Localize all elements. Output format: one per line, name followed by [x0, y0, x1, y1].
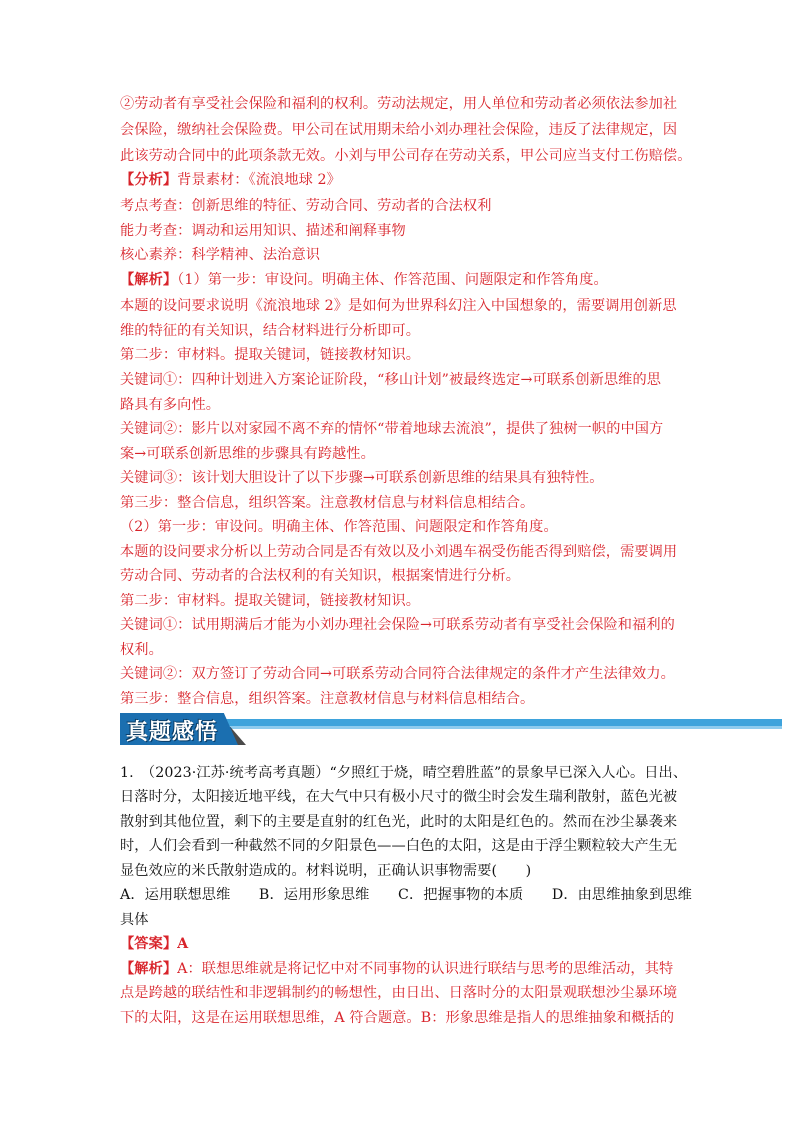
- point-line: 能力考查：调动和运用知识、描述和阐释事物: [120, 223, 406, 239]
- body-line: 维的特征的有关知识，结合材料进行分析即可。: [120, 323, 421, 339]
- options-line: A．运用联想思维 B．运用形象思维 C．把握事物的本质 D．由思维抽象到思维: [120, 887, 692, 903]
- body-line: 本题的设问要求分析以上劳动合同是否有效以及小刘遇车祸受伤能否得到赔偿，需要调用: [120, 544, 678, 560]
- jiexi-text: （1）第一步：审设问。明确主体、作答范围、问题限定和作答角度。: [177, 272, 608, 288]
- paragraph-line: 此该劳动合同中的此项条款无效。小刘与甲公司存在劳动关系，甲公司应当支付工伤赔偿。: [120, 148, 692, 164]
- explanation-tag: 【解析】: [120, 961, 178, 977]
- banner-title: 真题感悟: [126, 720, 219, 745]
- point-line: 考点考查：创新思维的特征、劳动合同、劳动者的合法权利: [120, 198, 492, 214]
- section-banner: [120, 713, 782, 745]
- question-line: 散射到其他位置，剩下的主要是直射的红色光，此时的太阳是红色的。然而在沙尘暴袭来: [120, 814, 678, 830]
- jiexi-tag: 【解析】: [120, 272, 178, 288]
- jiexi-line: [120, 269, 690, 291]
- analysis-line: [120, 169, 690, 191]
- paragraph-line: ②劳动者有享受社会保险和福利的权利。劳动法规定，用人单位和劳动者必须依法参加社: [120, 96, 678, 112]
- question-line: 时，人们会看到一种截然不同的夕阳景色——白色的太阳，这是由于浮尘颗粒较大产生无: [120, 838, 678, 854]
- question-line: 显色效应的米氏散射造成的。材料说明，正确认识事物需要( ): [120, 863, 532, 879]
- body-line: 案→可联系创新思维的步骤具有跨越性。: [120, 446, 375, 462]
- body-line: （2）第一步：审设问。明确主体、作答范围、问题限定和作答角度。: [120, 519, 558, 535]
- body-line: 关键词①：四种计划进入方案论证阶段，“移山计划”被最终选定→可联系创新思维的思: [120, 372, 662, 388]
- body-line: 关键词③：该计划大胆设计了以下步骤→可联系创新思维的结果具有独特性。: [120, 470, 604, 486]
- body-line: 关键词①：试用期满后才能为小刘办理社会保险→可联系劳动者有享受社会保险和福利的: [120, 617, 675, 633]
- paragraph-line: 会保险，缴纳社会保险费。甲公司在试用期未给小刘办理社会保险，违反了法律规定，因: [120, 122, 678, 138]
- options-wrap-line: 具体: [120, 912, 149, 928]
- body-line: 关键词②：影片以对家园不离不弃的情怀“带着地球去流浪”，提供了独树一帜的中国方: [120, 421, 664, 437]
- question-line: 1. （2023·江苏·统考高考真题）“夕照红于烧，晴空碧胜蓝”的景象早已深入人心。日出、: [120, 765, 688, 781]
- explanation-line: [120, 958, 690, 980]
- body-line: 路具有多向性。: [120, 397, 221, 413]
- body-line: 第三步：整合信息，组织答案。注意教材信息与材料信息相结合。: [120, 495, 535, 511]
- explanation-line: 下的太阳，这是在运用联想思维，A 符合题意。B：形象思维是指人的思维抽象和概括的: [120, 1010, 675, 1026]
- explanation-text: A：联想思维就是将记忆中对不同事物的认识进行联结与思考的思维活动，其特: [177, 961, 674, 977]
- answer-tag: 【答案】: [120, 936, 178, 952]
- body-line: 第二步：审材料。提取关键词，链接教材知识。: [120, 347, 421, 363]
- body-line: 第三步：整合信息，组织答案。注意教材信息与材料信息相结合。: [120, 691, 535, 707]
- answer-value: A: [177, 936, 189, 952]
- body-line: 第二步：审材料。提取关键词，链接教材知识。: [120, 593, 421, 609]
- explanation-line: 点是跨越的联结性和非逻辑制约的畅想性，由日出、日落时分的太阳景观联想沙尘暴环境: [120, 985, 678, 1001]
- analysis-tag: 【分析】: [120, 172, 178, 188]
- answer-line: [120, 933, 690, 955]
- question-line: 日落时分，太阳接近地平线，在大气中只有极小尺寸的微尘时会发生瑞利散射，蓝色光被: [120, 789, 678, 805]
- body-line: 关键词②：双方签订了劳动合同→可联系劳动合同符合法律规定的条件才产生法律效力。: [120, 666, 675, 682]
- point-line: 核心素养：科学精神、法治意识: [120, 247, 321, 263]
- body-line: 权利。: [120, 642, 163, 658]
- analysis-text: 背景素材：《流浪地球 2》: [177, 172, 341, 188]
- body-line: 本题的设问要求说明《流浪地球 2》是如何为世界科幻注入中国想象的，需要调用创新思: [120, 298, 677, 314]
- body-line: 劳动合同、劳动者的合法权利的有关知识，根据案情进行分析。: [120, 568, 521, 584]
